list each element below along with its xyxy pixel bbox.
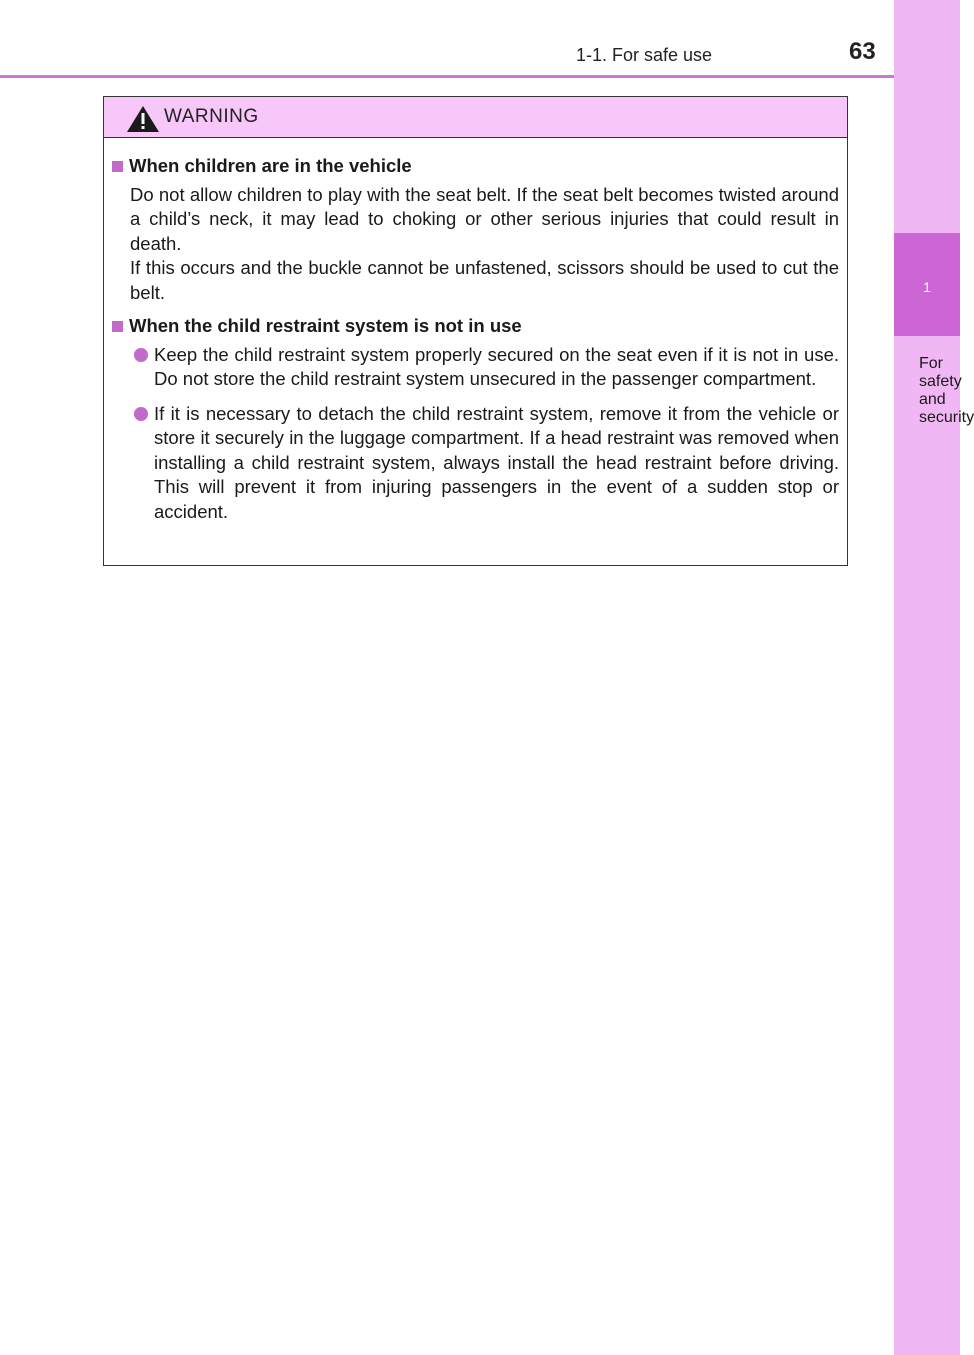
topic-heading-text: When the child restraint system is not in use: [129, 315, 522, 336]
paragraph: If this occurs and the buckle cannot be unfastened, scissors should be used to cut the belt.: [130, 257, 839, 303]
topic-children-in-vehicle: [112, 154, 839, 305]
chapter-number: 1: [923, 279, 931, 295]
paragraph: Do not allow children to play with the seat belt. If the seat belt becomes twisted around a child’s neck, it may lead to choking or other serious injuries that could result in death.: [130, 183, 839, 254]
list-item-text: If it is necessary to detach the child restraint system, remove it from the vehicle or store it securely in the luggage compartment. If a head restraint was removed when installing a child restraint system, always install the head restraint before driving. This will prevent it from injuring passengers in the event of a sudden stop or accident.: [154, 402, 839, 522]
warning-label: WARNING: [164, 106, 259, 127]
circle-bullet-icon: [134, 407, 148, 421]
warning-header: [104, 97, 847, 138]
section-title: 1-1. For safe use: [576, 45, 713, 65]
topic-heading: [112, 154, 839, 179]
circle-bullet-icon: [134, 348, 148, 362]
warning-triangle-icon: [126, 105, 160, 133]
page-number: 63: [849, 38, 876, 65]
square-bullet-icon: [112, 321, 123, 332]
topic-child-restraint-not-in-use: [112, 314, 839, 524]
topic-heading-text: When children are in the vehicle: [129, 155, 412, 176]
square-bullet-icon: [112, 161, 123, 172]
chapter-title: For safety and security: [919, 355, 974, 426]
chapter-side-tab: [894, 0, 960, 1355]
list-item-text: Keep the child restraint system properly secured on the seat even if it is not in use. Do not store the child restraint system unsecured in the passenger compartment.: [154, 343, 839, 389]
topic-heading: [112, 314, 839, 339]
warning-box: [103, 96, 848, 566]
header-divider: [0, 75, 894, 78]
list-item: [134, 402, 839, 525]
list-item: [134, 343, 839, 392]
warning-body: [104, 138, 847, 524]
